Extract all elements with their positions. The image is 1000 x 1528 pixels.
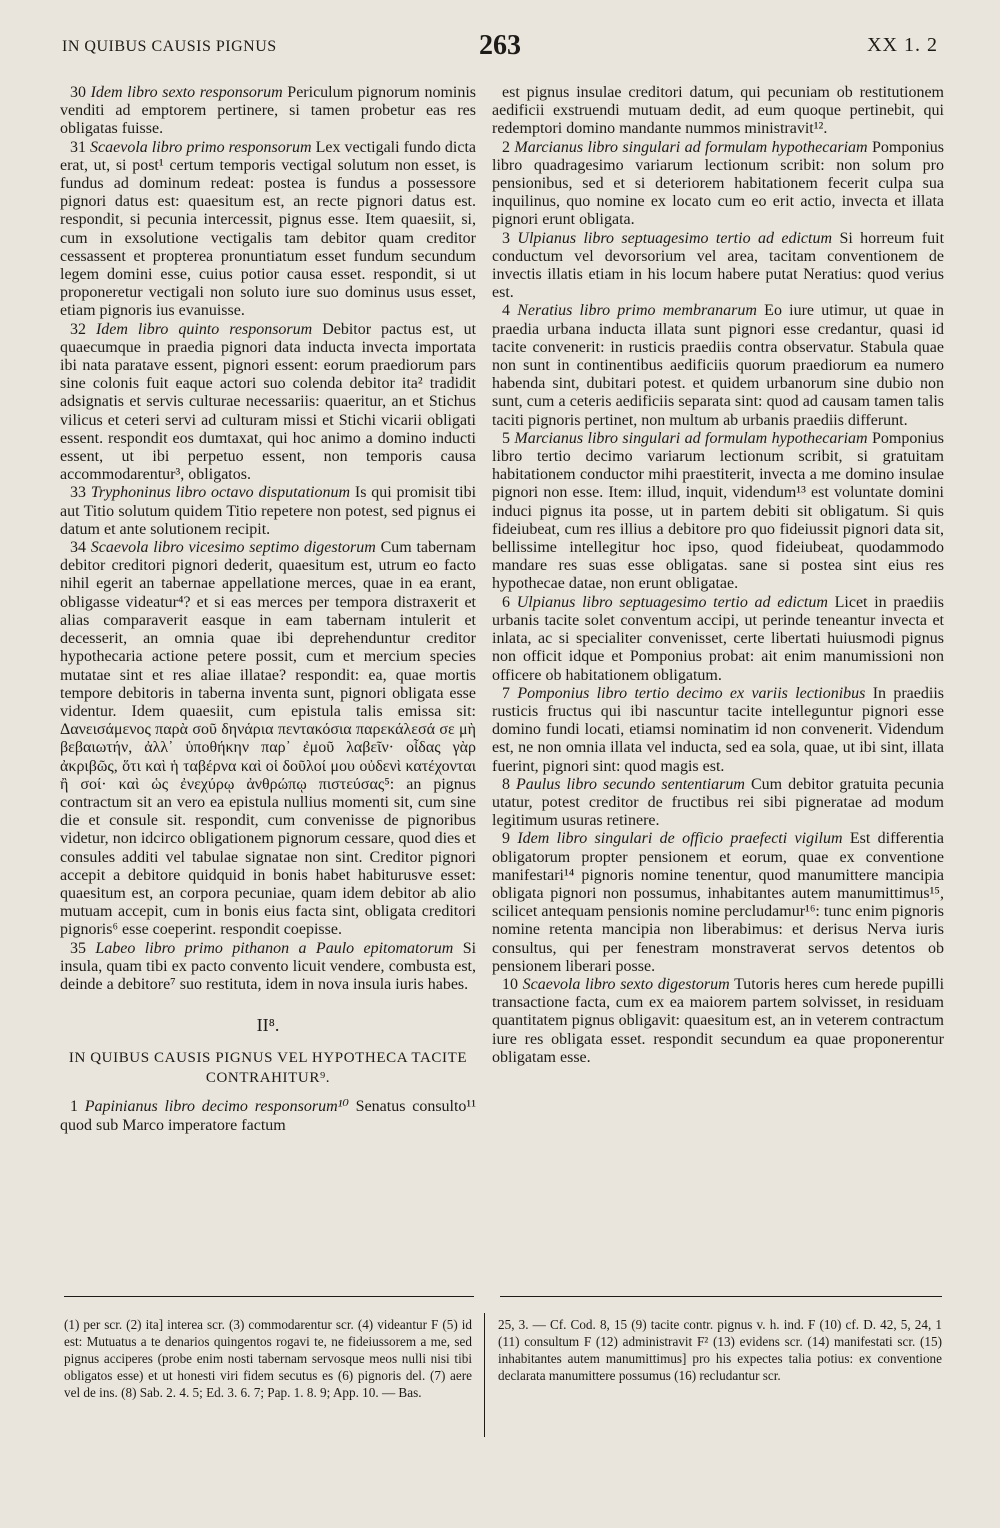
fragment-number: 1 <box>70 1098 78 1116</box>
fragment-text: Licet in praediis urbanis tacite solet conventum accipi, ut perinde teneantur invecta et inlata, ac si specialiter convenisset, certe libertati huiusmodi pignus non officit idque et Pomponius probat: ait enim manumissioni non officere ob habitationem obligatum. <box>492 593 944 684</box>
fragment-number: 6 <box>502 593 510 611</box>
fragment-number: 2 <box>502 138 510 156</box>
fragment-paragraph <box>492 594 944 685</box>
footnote-rule-left <box>64 1296 474 1297</box>
left-column <box>60 84 476 1174</box>
fragment-source: Neratius libro primo membranarum <box>517 302 757 320</box>
fragment-source: Ulpianus libro septuagesimo tertio ad edictum <box>517 229 833 247</box>
fragment-paragraph <box>492 230 944 303</box>
fragment-text: Eo iure utimur, ut quae in praedia urbana inducta illata sunt pignori esse credantur, quasi id tacite convenerit: in rusticis praediis contra observatur. Stabula quae non sunt in continentibus aedificiis quorum praediorum ea numero habenda sint, dubitari potest. et quidem urbanorum sine dubio non sunt, cum a ceteris aedificiis separata sint: quod ad causam tamen talis taciti pignoris pertinet, non multum ab urbanis praediis differunt. <box>492 302 944 429</box>
fragment-number: 30 <box>70 84 86 101</box>
fragment-paragraph <box>492 139 944 230</box>
fragment-number: 5 <box>502 429 510 447</box>
section-number: II⁸. <box>256 1015 280 1036</box>
fragment-paragraph <box>60 321 476 485</box>
fragment-paragraph <box>60 940 476 995</box>
fragment-text: Lex vectigali fundo dicta erat, ut, si post¹ certum temporis vectigal solutum non esset, is fundus ad dominum redeat: postea is fundus a possessore pignori datus est: quaesitum est, an recte pignori datus est. respondit, si pecunia intercessit, pignus esse. Item quaesiit, si, cum in exsolutione vectigalis tam debitor quam creditor cessassent et propterea pronuntiatum esset fundum secundum legem domini esse, cuius potior causa esset. respondit, si ut proponeretur vectigali non soluto iure suo dominus usus esset, etiam pignoris ius evanuisse. <box>60 138 476 320</box>
fragment-source: Idem libro sexto responsorum <box>90 84 283 101</box>
fragment-source: Paulus libro secundo sententiarum <box>516 775 745 793</box>
fragment-source: Idem libro singulari de officio praefecti vigilum <box>517 830 843 848</box>
fragment-paragraph <box>492 976 944 1067</box>
fragment-text: Periculum pignorum nominis venditi ad emptorem pertinere, si tamen probetur eas res obligatas fuisse. <box>60 84 476 138</box>
footnote-rule-right <box>500 1296 942 1297</box>
fragment-text: Pomponius libro quadragesimo variarum lectionum scribit: non solum pro pensionibus, sed et si deteriorem habitationem fecerit culpa sua inquilinus, quo nomine ex locato cum eo erit actio, invecta et illata pignori erunt obligata. <box>492 138 944 229</box>
section-title: IN QUIBUS CAUSIS PIGNUS VEL HYPOTHECA TACITE CONTRAHITUR⁹. <box>68 1050 468 1087</box>
fragment-number: 9 <box>502 830 510 848</box>
fragment-source: Papinianus libro decimo responsorum¹⁰ <box>84 1098 349 1116</box>
fragment-paragraph <box>492 84 944 139</box>
fragment-paragraph <box>60 84 476 139</box>
fragment-text: Senatus consulto¹¹ quod sub Marco imperatore factum <box>60 1098 476 1134</box>
fragment-source: Scaevola libro primo responsorum <box>90 138 312 156</box>
fragment-number: 32 <box>70 320 86 338</box>
right-paragraphs <box>492 84 944 1067</box>
fragment-number: 35 <box>70 939 86 957</box>
fragment-number: 4 <box>502 302 510 320</box>
fragment-text: Cum tabernam debitor creditori pignori dederit, quaesitum est, utrum eo facto nihil egerit an tabernae appellatione merces, quae in ea erant, obligasse videatur⁴? et si eas merces per tempora distraxerit et alias comparaverit easque in eam tabernam intulerit et decesserit, an omnia quae ibi deprehenduntur creditor hypothecaria actione petere possit, cum et mercium species mutatae sint et res aliae illatae? respondit: ea, quae mortis tempore debitoris in taberna inventa sunt, pignori obligata esse videntur. Idem quaesiit, cum epistula talis emissa sit: Δανεισάμενος παρὰ σοῦ δηνάρια πεντακόσια παρεκάλεσά σε μὴ βεβαιωτήν, ἀλλ᾽ ὑποθήκην παρ᾽ ἐμοῦ λαβεῖν· οἶδας γὰρ ἀκριβῶς, ὅτι καὶ ἡ ταβέρνα καὶ οἱ δοῦλοί μου οὐδενὶ κατέχονται ἢ σοί· καὶ ὡς ἐνεχύρῳ ἀνθρώπῳ πιστεύσας⁵: an pignus contractum sit an vero ea epistula nullius momenti sit, cum sine die et consule sit. respondit, cum convenisse de pignoribus videtur, non idcirco obligationem pignorum cessare, quod dies et consules additi vel tabulae signatae non sint. Creditor pignori accepit a debitore quidquid in bonis habet habiturusve esset: quaesitum est, an corpora pecuniae, quam idem debitor ab alio mutuam accepit, cum in bonis eius facta sint, obligata creditori pignoris⁶ esse coeperint. respondit coepisse. <box>60 539 476 939</box>
footnotes-right-text: 25, 3. — Cf. Cod. 8, 15 (9) tacite contr. pignus v. h. ind. F (10) cf. D. 42, 5, 24, 1 (11) consultum F (12) administravit F² (13) evidens scr. (14) manifestati scr. (15) inhabitantes autem manumittimus] pro his expectes talia potius: ex conventione declarata manumittere possumus (16) recludantur scr. <box>498 1317 942 1383</box>
fragment-text: In praediis rusticis fructus qui ibi nascuntur tacite intelleguntur pignori esse domino fundi locati, etiamsi nominatim id non convenerit. Videndum est, ne non omnia illata vel inducta, sed ea sola, quae, ut ibi sint, illata fuerint, pignori sint: quod magis est. <box>492 684 944 775</box>
fragment-text: Si horreum fuit conductum vel devorsorium vel area, tacitam conventionem de invectis illatis etiam in his locum habere putat Neratius: quod verius est. <box>492 229 944 302</box>
fragment-source: Pomponius libro tertio decimo ex variis lectionibus <box>517 684 866 702</box>
fragment-number: 10 <box>502 975 518 993</box>
fragment-number: 3 <box>502 229 510 247</box>
fragment-text: est pignus insulae creditori datum, qui pecuniam ob restitutionem aedificii exstruendi mutuam dedit, ad eum quoque pertinebit, qui redemptori domino mandante nummos ministravit¹². <box>492 84 944 138</box>
fragment-paragraph <box>60 139 476 321</box>
footnotes-left <box>64 1316 472 1401</box>
fragment-source: Idem libro quinto responsorum <box>95 320 313 338</box>
fragment-source: Labeo libro primo pithanon a Paulo epitomatorum <box>95 939 454 957</box>
fragment-text: Is qui promisit tibi aut Titio solutum quidem Titio repetere non potest, sed pignus ei datum et ante solutionem recipit. <box>60 484 476 538</box>
section-reference: XX 1. 2 <box>867 34 938 56</box>
fragment-text: Pomponius libro tertio decimo variarum lectionum scribit, si gratuitam habitationem conductor mihi praestiterit, invecta a me domino insulae pignori non esse. Item: illud, inquit, videndum¹³ est voluntate domini induci pignus ita posse, ut in partem debiti sit obligatum. Si quis fideiubeat, cum res illius a debitore pro quo fideiussit pignori data sit, bellissime intellegitur hoc ipso, quod fideiubeat, quodammodo mandare res suas esse obligatas. sane si postea sint eius res hypothecae datae, non erunt obligatae. <box>492 429 944 593</box>
fragment-paragraph <box>492 685 944 776</box>
fragment-text: Si insula, quam tibi ex pacto convento licuit vendere, combusta est, deinde a debitore⁷ suo restituta, idem in nova insula iuris habes. <box>60 939 476 993</box>
fragment-text: Tutoris heres cum herede pupilli transactione facta, cum ex ea maiorem partem solvisset, in residuam quantitatem pignus obligavit: quaesitum est, an in veterem contractum iure res obligata esset. respondit secundum ea quae proponerentur obligatam esse. <box>492 975 944 1066</box>
fragment-paragraph <box>492 430 944 594</box>
fragment-number: 7 <box>502 684 510 702</box>
fragment-number: 33 <box>70 484 86 502</box>
running-header <box>62 30 938 70</box>
fragment-source: Scaevola libro sexto digestorum <box>522 975 730 993</box>
fragment-text: Est differentia obligatorum propter pensionem et eorum, quae ex conventione manifestari¹⁴ pignoris nomine tenentur, quod manumittere mancipia obligata pignori non possumus, inhabitantes autem manumittimus¹⁵, scilicet antequam pensionis nomine percludamur¹⁶: tunc enim pignoris nomine retenta mancipia non liberabimus: et derisus Nerva iuris consultus, qui per fenestram monstraverat servos detentos ob pensionem liberari posse. <box>492 830 944 975</box>
fragment-number: 8 <box>502 775 510 793</box>
fragment-paragraph <box>60 539 476 939</box>
footnote-divider <box>484 1313 485 1437</box>
fragment-source: Tryphoninus libro octavo disputationum <box>90 484 351 502</box>
fragment-paragraph <box>492 776 944 831</box>
footnotes-left-text: (1) per scr. (2) ita] interea scr. (3) commodarentur scr. (4) videantur F (5) id est: Mutuatus a te denarios quingentos rogavi te, ne fideiussorem a me, sed pignus acciperes (probe enim nosti tabernam servosque meos nulli nisi tibi obligatos esse) et ut honesti viri fidem secutus es (6) pignoris del. (7) aere vel de ins. (8) Sab. 2. 4. 5; Ed. 3. 6. 7; Pap. 1. 8. 9; App. 10. — Bas. <box>64 1317 472 1400</box>
fragment-source: Ulpianus libro septuagesimo tertio ad edictum <box>516 593 828 611</box>
fragment-number: 34 <box>70 539 86 557</box>
running-title: IN QUIBUS CAUSIS PIGNUS <box>62 38 277 55</box>
fragment-paragraph <box>60 484 476 539</box>
left-paragraphs <box>60 84 476 994</box>
fragment-text: Debitor pactus est, ut quaecumque in praedia pignori data inducta invecta importata ibi nata paratave essent, pignori essent: eorum praediorum pars sine colonis fuit eaque actori suo colenda debitor ita² tradidit adsignatis et servis culturae necessariis: quaeritur, an et Stichus vilicus et ceteri servi ad culturam missi et Stichi vicarii obligati essent. respondit eos dumtaxat, qui hoc animo a domino inducti essent, ut ibi perpetuo essent, non temporis causa accommodarentur³, obligatos. <box>60 320 476 484</box>
footnotes-right <box>498 1316 942 1384</box>
fragment-source: Marcianus libro singulari ad formulam hypothecariam <box>514 138 868 156</box>
page-number: 263 <box>479 30 521 61</box>
fragment-paragraph <box>60 1098 476 1134</box>
section-heading <box>60 1016 476 1088</box>
right-column <box>492 84 944 1089</box>
fragment-paragraph <box>492 830 944 976</box>
fragment-number: 31 <box>70 138 86 156</box>
fragment-paragraph <box>492 302 944 429</box>
fragment-text: Cum debitor gratuita pecunia utatur, potest creditor de fructibus rei sibi pigneratae ad modum legitimum usuras retinere. <box>492 775 944 830</box>
fragment-source: Scaevola libro vicesimo septimo digestorum <box>90 539 376 557</box>
fragment-source: Marcianus libro singulari ad formulam hypothecariam <box>514 429 868 447</box>
